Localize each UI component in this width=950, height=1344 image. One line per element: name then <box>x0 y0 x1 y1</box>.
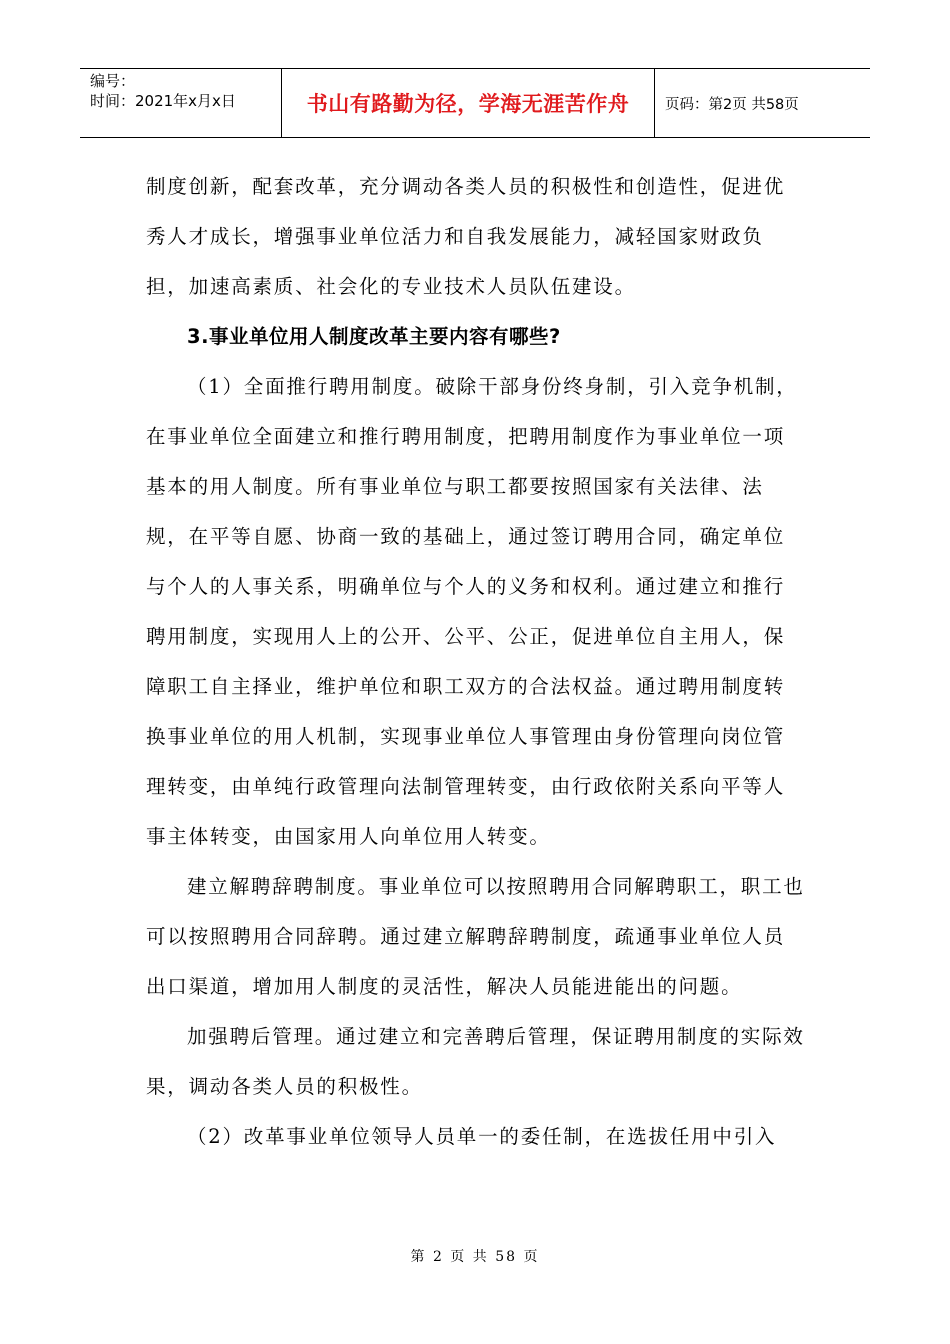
header-meta-cell <box>80 69 282 137</box>
document-number-label: 编号： <box>90 72 136 90</box>
header-table <box>80 68 870 138</box>
paragraph: 加强聘后管理。通过建立和完善聘后管理，保证聘用制度的实际效果，调动各类人员的积极性。 <box>146 1025 805 1098</box>
document-body <box>146 162 806 1162</box>
paragraph: 制度创新，配套改革，充分调动各类人员的积极性和创造性，促进优秀人才成长，增强事业单位活力和自我发展能力，减轻国家财政负担，加速高素质、社会化的专业技术人员队伍建设。 <box>146 175 786 298</box>
paragraph: （1）全面推行聘用制度。破除干部身份终身制，引入竞争机制，在事业单位全面建立和推行聘用制度，把聘用制度作为事业单位一项基本的用人制度。所有事业单位与职工都要按照国家有关法律、法规，在平等自愿、协商一致的基础上，通过签订聘用合同，确定单位与个人的人事关系，明确单位与个人的义务和权利。通过建立和推行聘用制度，实现用人上的公开、公平、公正，促进单位自主用人，保障职工自主择业，维护单位和职工双方的合法权益。通过聘用制度转换事业单位的用人机制，实现事业单位人事管理由身份管理向岗位管理转变，由单纯行政管理向法制管理转变，由行政依附关系向平等人事主体转变，由国家用人向单位用人转变。 <box>146 375 798 848</box>
paragraph: 建立解聘辞聘制度。事业单位可以按照聘用合同解聘职工，职工也可以按照聘用合同辞聘。通过建立解聘辞聘制度，疏通事业单位人员出口渠道，增加用人制度的灵活性，解决人员能进能出的问题。 <box>146 875 805 998</box>
header-page-cell <box>655 69 870 137</box>
header-page-info: 页码：第2页 共58页 <box>665 96 799 113</box>
section-heading: 3.事业单位用人制度改革主要内容有哪些? <box>187 325 561 348</box>
header-motto: 书山有路勤为径，学海无涯苦作舟 <box>306 92 630 116</box>
page-footer: 第 2 页 共 58 页 <box>410 1249 540 1265</box>
paragraph: （2）改革事业单位领导人员单一的委任制，在选拔任用中引入 <box>187 1125 777 1148</box>
header-motto-cell <box>282 69 655 137</box>
document-time-label: 时间：2021年x月x日 <box>90 92 236 110</box>
